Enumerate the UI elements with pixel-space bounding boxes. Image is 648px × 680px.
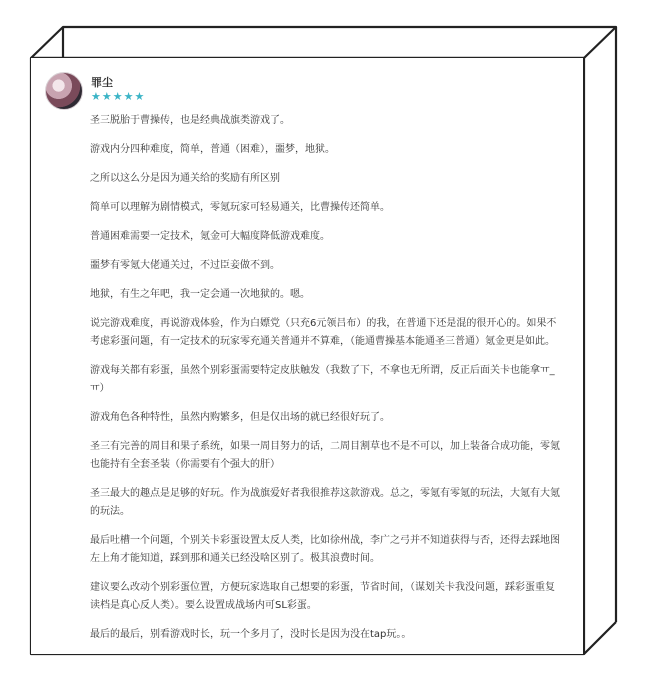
review-paragraph: 游戏每关都有彩蛋，虽然个别彩蛋需要特定皮肤触发（我数了下，不拿也无所谓，反正后面关卡也能拿ㅠ_ㅠ）: [90, 365, 555, 394]
user-avatar[interactable]: [45, 72, 83, 110]
review-paragraph: 噩梦有零氪大佬通关过，不过臣妾做不到。: [90, 260, 280, 271]
review-paragraph: 普通困难需要一定技术，氪金可大幅度降低游戏难度。: [90, 231, 330, 242]
review-paragraph: 建议要么改动个别彩蛋位置，方便玩家选取自己想要的彩蛋，节省时间，（谋划关卡我没问题，踩彩蛋重复读档是真心反人类）。要么设置成战场内可SL彩蛋。: [90, 582, 555, 611]
review-paragraph: 圣三脱胎于曹操传，也是经典战旗类游戏了。: [90, 115, 290, 126]
review-paragraph: 最后吐槽一个问题，个别关卡彩蛋设置太反人类，比如徐州战，李广之弓并不知道获得与否，还得去踩地图左上角才能知道，踩到那和通关已经没啥区别了。极其浪费时间。: [90, 535, 560, 564]
review-paragraph: 说完游戏难度，再说游戏体验，作为白嫖党（只充6元领吕布）的我，在普通下还是混的很开心的。如果不考虑彩蛋问题，有一定技术的玩家零充通关普通并不算难，（能通曹操基本能通圣三普通）氪金更是如此。: [90, 318, 557, 347]
review-paragraph: 地狱，有生之年吧，我一定会通一次地狱的。嗯。: [90, 289, 310, 300]
review-paragraph: 简单可以理解为剧情模式，零氪玩家可轻易通关，比曹操传还简单。: [90, 202, 390, 213]
review-paragraph: 圣三有完善的周目和果子系统，如果一周目努力的话，二周目割草也不是不可以，加上装备合成功能，零氪也能持有全套圣装（你需要有个强大的肝）: [90, 441, 560, 470]
review-paragraph: 游戏角色各种特性，虽然内购繁多，但是仅出场的就已经很好玩了。: [90, 412, 390, 423]
review-paragraph: 最后的最后，别看游戏时长，玩一个多月了，没时长是因为没在tap玩。。: [90, 629, 412, 640]
review-paragraph: 圣三最大的趣点是足够的好玩。作为战旗爱好者我很推荐这款游戏。总之，零氪有零氪的玩法，大氪有大氪的玩法。: [90, 488, 560, 517]
review-body: [90, 112, 560, 655]
review-paragraph: 游戏内分四种难度，简单，普通（困难），噩梦，地狱。: [90, 144, 335, 155]
review-paragraph: 之所以这么分是因为通关给的奖励有所区别: [90, 173, 280, 184]
rating-stars-icon: ★★★★★: [91, 90, 146, 103]
review-author[interactable]: 罪尘: [91, 76, 113, 89]
review-card: [31, 58, 583, 654]
